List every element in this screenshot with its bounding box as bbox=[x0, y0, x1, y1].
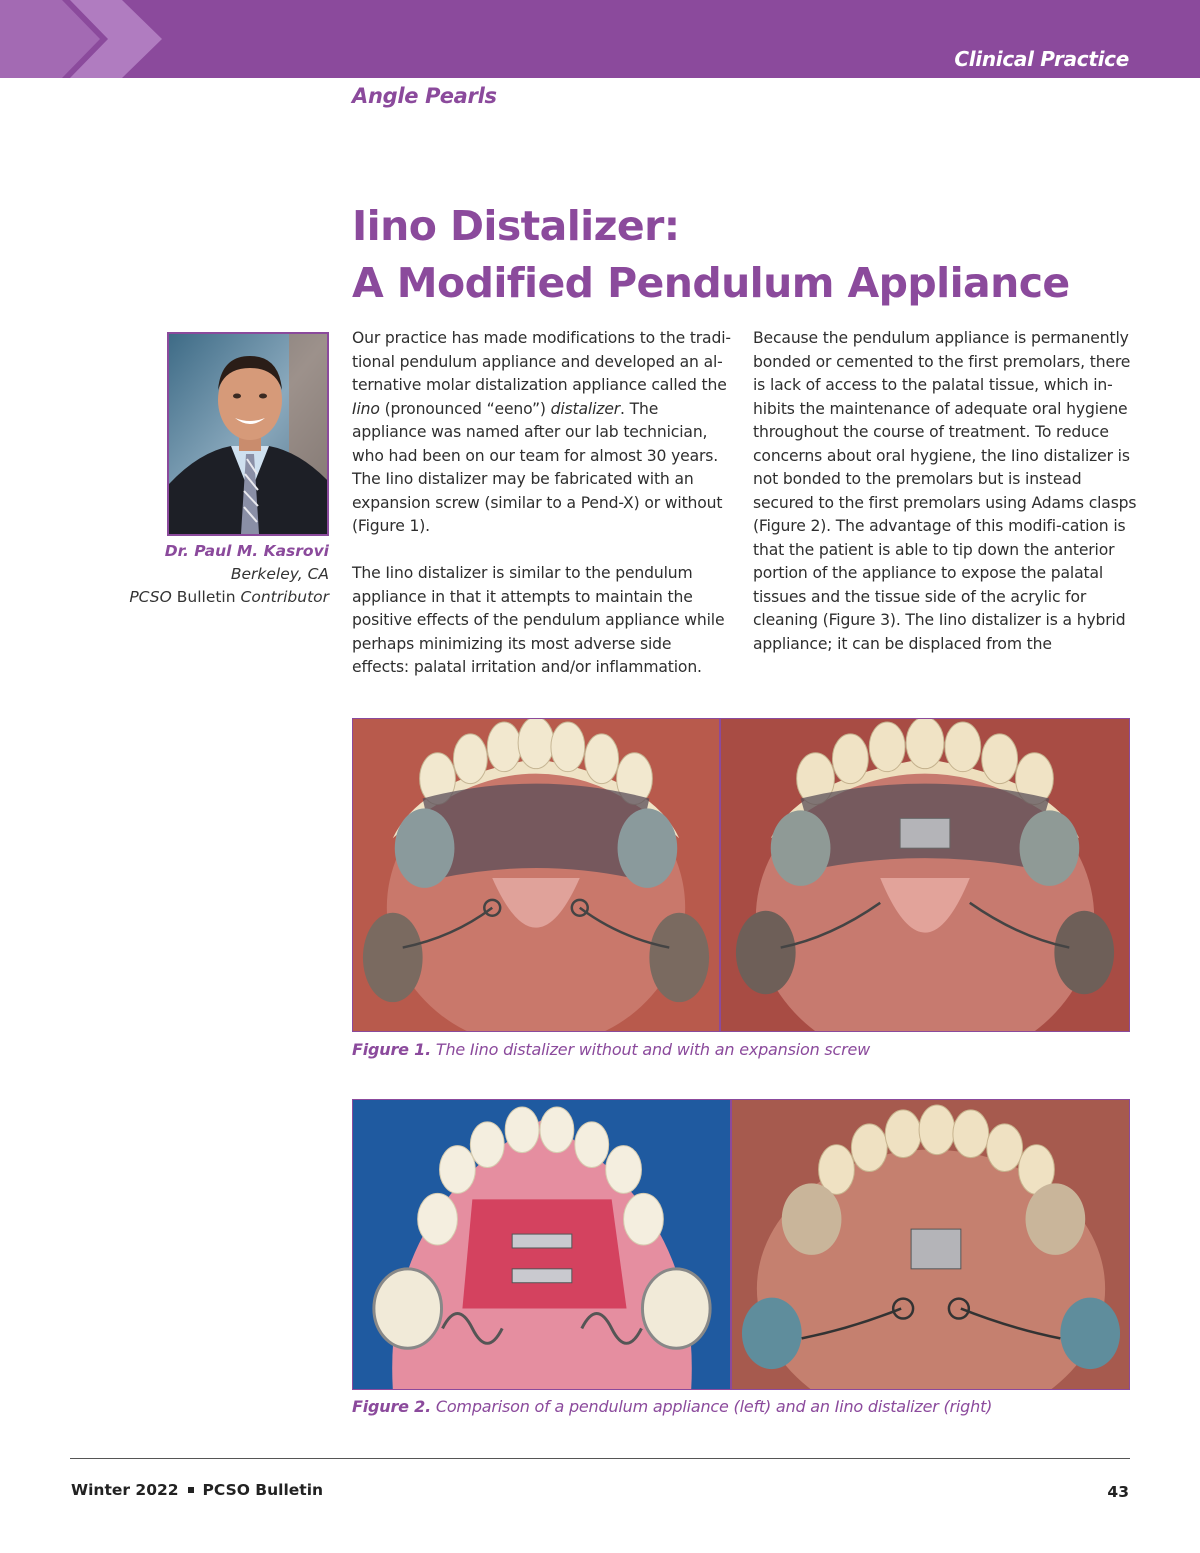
section-label: Clinical Practice bbox=[954, 47, 1129, 71]
footer-publication-name: PCSO Bulletin bbox=[202, 1481, 324, 1499]
figure-2-right-photo bbox=[731, 1099, 1130, 1390]
paragraph-3: Because the pendulum appliance is permanently bonded or cemented to the first premolars, there is lack of access to the palatal tissue, which in-hibits the maintenance of adequate oral hygiene throughout the course of treatment. To reduce concerns about oral hygiene, the Iino distalizer is not bonded to the premolars but is instead secured to the first premolars using Adams clasps (Figure 2). The advantage of this modifi-cation is that the patient is able to tip down the anterior portion of the appliance to expose the palatal tissues and the tissue side of the acrylic for cleaning (Figure 3). The Iino distalizer is a hybrid appliance; it can be displaced from the bbox=[753, 329, 1137, 653]
figure-2-text: Comparison of a pendulum appliance (left) and an Iino distalizer (right) bbox=[430, 1397, 993, 1416]
column-kicker: Angle Pearls bbox=[352, 84, 497, 108]
body-column-2 bbox=[753, 327, 1138, 680]
author-location: Berkeley, CA bbox=[230, 565, 329, 583]
paragraph-2: The Iino distalizer is similar to the pendulum appliance in that it attempts to maintain the positive effects of the pendulum appliance while perhaps minimizing its most adverse side effects: palatal irritation and/or inflammation. bbox=[352, 564, 725, 676]
role-pcso: PCSO bbox=[129, 588, 172, 606]
footer-publication bbox=[71, 1481, 323, 1499]
bullet-square-icon bbox=[188, 1487, 194, 1493]
p1-text-a: Our practice has made modifications to the tradi-tional pendulum appliance and developed an al-ternative molar distalization appliance called the bbox=[352, 329, 731, 394]
figure-2-label: Figure 2. bbox=[352, 1397, 431, 1416]
page-number: 43 bbox=[1107, 1483, 1129, 1501]
figure-1-left-photo bbox=[352, 718, 720, 1032]
header-band bbox=[0, 0, 1200, 78]
figure-1-text: The Iino distalizer without and with an expansion screw bbox=[430, 1040, 871, 1059]
p1-text-b: (pronounced “eeno”) bbox=[379, 399, 551, 418]
title-line-2: A Modified Pendulum Appliance bbox=[352, 259, 1070, 307]
figure-1-label: Figure 1. bbox=[352, 1040, 431, 1059]
figure-1-caption bbox=[352, 1040, 870, 1059]
article-title bbox=[352, 198, 1132, 312]
figure-2-left-photo bbox=[352, 1099, 731, 1390]
role-contributor: Contributor bbox=[240, 588, 329, 606]
role-bulletin: Bulletin bbox=[176, 588, 236, 606]
footer-season: Winter 2022 bbox=[71, 1481, 179, 1499]
author-role bbox=[90, 586, 329, 609]
author-photo bbox=[167, 332, 329, 536]
chevron-arrows-icon bbox=[0, 0, 200, 78]
p1-iino: Iino bbox=[352, 399, 380, 418]
figure-2-caption bbox=[352, 1397, 992, 1416]
figure-1-right-photo bbox=[720, 718, 1130, 1032]
body-column-1 bbox=[352, 327, 732, 703]
paragraph-1 bbox=[352, 327, 732, 539]
author-byline bbox=[90, 540, 329, 609]
p1-distalizer: distalizer bbox=[550, 399, 621, 418]
title-line-1: Iino Distalizer: bbox=[352, 202, 680, 250]
author-name: Dr. Paul M. Kasrovi bbox=[164, 542, 329, 560]
p1-text-c: . The appliance was named after our lab technician, who had been on our team for almost 30 years. The Iino distalizer may be fabricated with an expansion screw (similar to a Pend-X) or without (Figure 1). bbox=[352, 399, 723, 535]
footer-divider bbox=[70, 1458, 1130, 1459]
